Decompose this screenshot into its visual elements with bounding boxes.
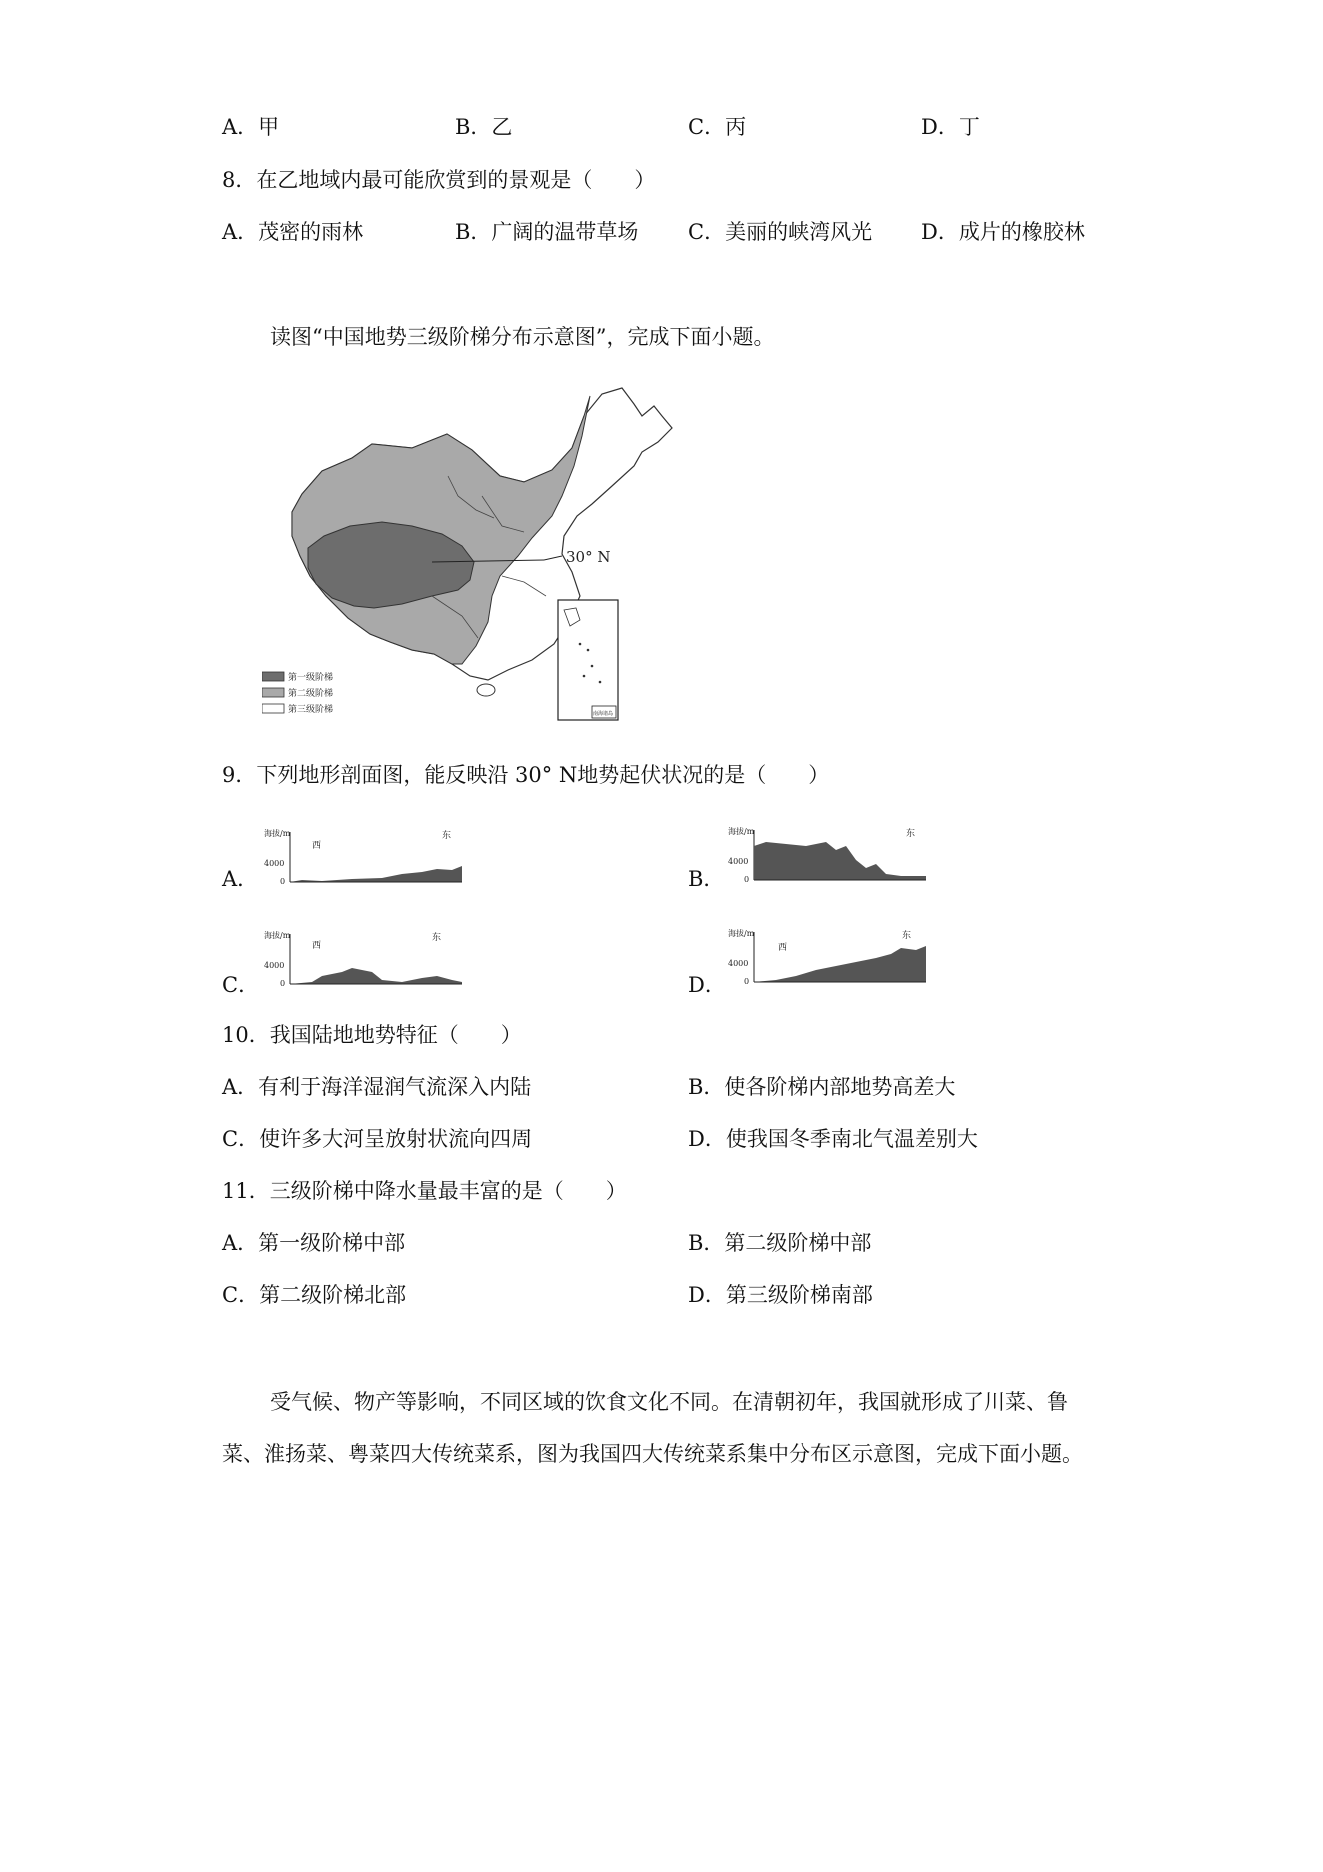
q7-option-b[interactable]: B．乙 bbox=[455, 115, 513, 139]
q10-stem: 10．我国陆地地势特征（ ） bbox=[222, 1023, 522, 1047]
legend-step3: 第三级阶梯 bbox=[288, 705, 334, 715]
svg-text:海拔/m: 海拔/m bbox=[728, 827, 755, 836]
q10-option-b[interactable]: B．使各阶梯内部地势高差大 bbox=[688, 1075, 956, 1099]
q8-stem: 8．在乙地域内最可能欣赏到的景观是（ ） bbox=[222, 168, 656, 192]
profile-c bbox=[262, 928, 462, 998]
q11-option-c[interactable]: C．第二级阶梯北部 bbox=[222, 1283, 407, 1307]
legend-step1: 第一级阶梯 bbox=[288, 673, 334, 683]
svg-text:海拔/m: 海拔/m bbox=[264, 829, 291, 838]
q7-option-a[interactable]: A．甲 bbox=[222, 115, 280, 139]
q9-stem: 9．下列地形剖面图，能反映沿 30° N地势起伏状况的是（ ） bbox=[222, 763, 830, 787]
q8-option-c[interactable]: C．美丽的峡湾风光 bbox=[688, 220, 873, 244]
lat-30n-label: 30° N bbox=[566, 548, 611, 566]
legend-step2: 第二级阶梯 bbox=[288, 689, 334, 699]
q9-option-a[interactable]: A． bbox=[222, 867, 259, 891]
q11-option-a[interactable]: A．第一级阶梯中部 bbox=[222, 1231, 406, 1255]
svg-text:0: 0 bbox=[280, 877, 286, 886]
profile-a bbox=[262, 826, 462, 896]
svg-text:西: 西 bbox=[778, 943, 788, 953]
q11-option-b[interactable]: B．第二级阶梯中部 bbox=[688, 1231, 872, 1255]
q9-option-c[interactable]: C． bbox=[222, 973, 260, 997]
svg-text:西: 西 bbox=[312, 941, 322, 951]
q7-option-d[interactable]: D．丁 bbox=[921, 115, 980, 139]
svg-text:4000: 4000 bbox=[264, 859, 285, 868]
q11-stem: 11．三级阶梯中降水量最丰富的是（ ） bbox=[222, 1179, 627, 1203]
svg-text:东: 东 bbox=[442, 831, 452, 841]
q7-option-c[interactable]: C．丙 bbox=[688, 115, 747, 139]
svg-text:4000: 4000 bbox=[728, 959, 749, 968]
svg-text:东: 东 bbox=[432, 933, 442, 943]
q10-option-a[interactable]: A．有利于海洋湿润气流深入内陆 bbox=[222, 1075, 532, 1099]
profile-b bbox=[726, 824, 926, 894]
svg-text:0: 0 bbox=[280, 979, 286, 988]
svg-text:4000: 4000 bbox=[728, 857, 749, 866]
svg-text:0: 0 bbox=[744, 875, 750, 884]
q10-option-c[interactable]: C．使许多大河呈放射状流向四周 bbox=[222, 1127, 533, 1151]
inset-label: 南海诸岛 bbox=[593, 711, 614, 717]
svg-text:0: 0 bbox=[744, 977, 750, 986]
svg-text:东: 东 bbox=[902, 931, 912, 941]
q8-option-d[interactable]: D．成片的橡胶林 bbox=[921, 220, 1085, 244]
svg-text:西: 西 bbox=[312, 841, 322, 851]
intro-cuisine: 受气候、物产等影响，不同区域的饮食文化不同。在清朝初年，我国就形成了川菜、鲁菜、淮扬菜、粤菜四大传统菜系，图为我国四大传统菜系集中分布区示意图，完成下面小题。 bbox=[222, 1390, 1083, 1466]
intro-terrain: 读图“中国地势三级阶梯分布示意图”，完成下面小题。 bbox=[270, 325, 775, 349]
svg-text:4000: 4000 bbox=[264, 961, 285, 970]
q8-option-a[interactable]: A．茂密的雨林 bbox=[222, 220, 364, 244]
terrain-steps-map bbox=[262, 376, 742, 726]
q11-option-d[interactable]: D．第三级阶梯南部 bbox=[688, 1283, 873, 1307]
svg-text:海拔/m: 海拔/m bbox=[264, 931, 291, 940]
svg-text:海拔/m: 海拔/m bbox=[728, 929, 755, 938]
svg-text:东: 东 bbox=[906, 829, 916, 839]
q10-option-d[interactable]: D．使我国冬季南北气温差别大 bbox=[688, 1127, 978, 1151]
q9-option-d[interactable]: D． bbox=[688, 973, 726, 997]
svg-text:西: 西 bbox=[776, 829, 786, 839]
q9-option-b[interactable]: B． bbox=[688, 867, 725, 891]
profile-d bbox=[726, 926, 926, 996]
q8-option-b[interactable]: B．广阔的温带草场 bbox=[455, 220, 639, 244]
